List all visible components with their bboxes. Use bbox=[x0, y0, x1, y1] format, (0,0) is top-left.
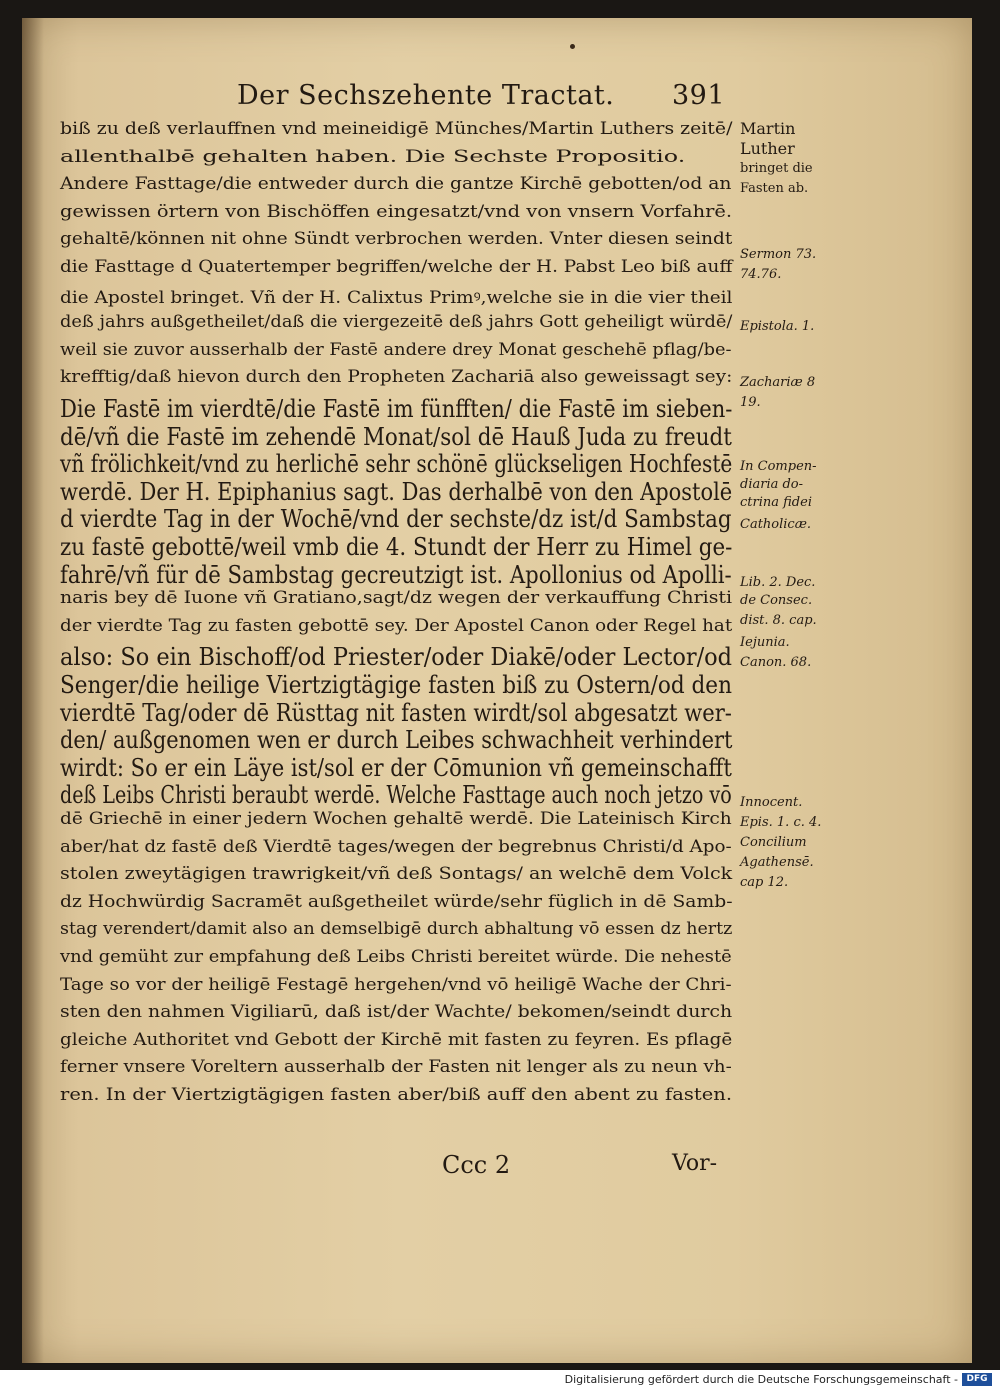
body-line: die Fasttage d Quatertemper begriffen/welche der H. Pabst Leo biß auff bbox=[60, 257, 733, 277]
body-line: vñ frölichkeit/vnd zu herlichē sehr schönē glückseligen Hochfestē bbox=[60, 450, 733, 479]
page-number: 391 bbox=[672, 80, 726, 111]
margin-note: diaria do- bbox=[740, 477, 804, 492]
body-line: weil sie zuvor ausserhalb der Fastē andere drey Monat geschehē pflag/be- bbox=[60, 339, 732, 360]
funding-credit: Digitalisierung gefördert durch die Deutsche Forschungsgemeinschaft - bbox=[564, 1373, 958, 1386]
margin-note: 74.76. bbox=[740, 267, 782, 282]
margin-note: Catholicæ. bbox=[740, 517, 812, 532]
body-line: der vierdte Tag zu fasten gebottē sey. Der Apostel Canon oder Regel hat bbox=[60, 615, 733, 636]
body-line: also: So ein Bischoff/od Priester/oder Diakē/oder Lector/od bbox=[60, 643, 733, 672]
body-line: gehaltē/können nit ohne Sündt verbrochen werden. Vnter diesen seindt bbox=[60, 229, 733, 250]
body-line: deß jahrs außgetheilet/daß die viergezeitē deß jahrs Gott geheiligt würdē/ bbox=[60, 312, 733, 333]
body-line: deß Leibs Christi beraubt werdē. Welche Fasttage auch noch jetzo vō bbox=[60, 781, 732, 810]
signature-mark: Ccc 2 bbox=[442, 1151, 511, 1179]
margin-note: Zachariæ 8 bbox=[740, 375, 816, 390]
body-line: krefftig/daß hievon durch den Propheten Zachariā also geweissagt sey: bbox=[60, 367, 733, 388]
body-line: die Apostel bringet. Vñ der H. Calixtus Primꝰ,welche sie in die vier theil bbox=[60, 287, 733, 308]
body-line: dē Griechē in einer jedern Wochen gehaltē werdē. Die Lateinisch Kirch bbox=[60, 809, 732, 829]
body-line: allenthalbē gehalten haben. Die Sechste Propositio. bbox=[60, 146, 686, 167]
margin-note: de Consec. bbox=[740, 593, 813, 608]
margin-note: 19. bbox=[740, 395, 761, 410]
body-line: wirdt: So er ein Läye ist/sol er der Cōmunion vñ gemeinschafft bbox=[60, 753, 732, 782]
margin-note: bringet die bbox=[740, 161, 813, 176]
book-page bbox=[22, 18, 972, 1363]
body-line: ren. In der Viertzigtägigen fasten aber/biß auff den abent zu fasten. bbox=[60, 1085, 733, 1105]
body-line: biß zu deß verlauffnen vnd meineidigē Münches/Martin Luthers zeitē/ bbox=[60, 119, 733, 139]
ink-speck bbox=[570, 44, 575, 49]
footer-bar bbox=[0, 1370, 1000, 1390]
margin-note: ctrina fidei bbox=[740, 495, 812, 510]
body-line: ferner vnsere Voreltern ausserhalb der Fasten nit lenger als zu neun vh- bbox=[60, 1057, 732, 1078]
margin-note: Concilium bbox=[740, 835, 807, 850]
body-line: vierdtē Tag/oder dē Rüsttag nit fasten wirdt/sol abgesatzt wer- bbox=[60, 698, 732, 727]
margin-note: Innocent. bbox=[740, 795, 803, 810]
body-line: Die Fastē im vierdtē/die Fastē im fünfften/ die Fastē im sieben- bbox=[60, 395, 733, 423]
margin-note: Iejunia. bbox=[740, 635, 790, 650]
body-line: Andere Fasttage/die entweder durch die gantze Kirchē gebotten/od an bbox=[60, 174, 732, 195]
margin-note: Epistola. 1. bbox=[740, 319, 815, 334]
body-line: d vierdte Tag in der Wochē/vnd der sechste/dz ist/d Sambstag bbox=[60, 505, 732, 534]
margin-note: Sermon 73. bbox=[740, 247, 817, 262]
body-line: dē/vñ die Fastē im zehendē Monat/sol dē Hauß Juda zu freudt bbox=[60, 422, 732, 451]
body-line: dz Hochwürdig Sacramēt außgetheilet würde/sehr füglich in dē Samb- bbox=[60, 891, 733, 912]
body-line: gewissen örtern von Bischöffen eingesatzt/vnd von vnsern Vorfahrē. bbox=[60, 201, 733, 222]
margin-note: Agathensē. bbox=[740, 855, 814, 870]
margin-note: In Compen- bbox=[740, 459, 817, 474]
margin-note: Luther bbox=[740, 139, 795, 158]
margin-note: Martin bbox=[740, 119, 796, 138]
catchword: Vor- bbox=[672, 1151, 718, 1176]
running-head-title: Der Sechszehente Tractat. bbox=[237, 80, 615, 111]
margin-note: Fasten ab. bbox=[740, 181, 809, 196]
body-line: Tage so vor der heiligē Festagē hergehen/vnd vō heiligē Wache der Chri- bbox=[60, 974, 732, 995]
spine-shadow bbox=[22, 18, 44, 1363]
body-line: gleiche Authoritet vnd Gebott der Kirchē mit fasten zu feyren. Es pflagē bbox=[60, 1029, 733, 1050]
body-line: Senger/die heilige Viertzigtägige fasten biß zu Ostern/od den bbox=[60, 671, 732, 699]
body-line: werdē. Der H. Epiphanius sagt. Das derhalbē von den Apostolē bbox=[60, 477, 733, 506]
margin-note: Epis. 1. c. 4. bbox=[740, 815, 822, 830]
margin-note: cap 12. bbox=[740, 875, 789, 890]
body-line: stag verendert/damit also an demselbigē durch abhaltung vō essen dz hertz bbox=[60, 919, 733, 940]
body-line: vnd gemüht zur empfahung deß Leibs Christi bereitet würde. Die nehestē bbox=[60, 947, 732, 967]
body-line: den/ außgenomen wen er durch Leibes schwachheit verhindert bbox=[60, 726, 733, 755]
body-line: fahrē/vñ für dē Sambstag gecreutzigt ist. Apollonius od Apolli- bbox=[60, 560, 732, 589]
body-line: stolen zweytägigen trawrigkeit/vñ deß Sontags/ an welchē dem Volck bbox=[60, 864, 733, 885]
body-line: zu fastē gebottē/weil vmb die 4. Stundt der Herr zu Himel ge- bbox=[60, 533, 733, 561]
margin-note: dist. 8. cap. bbox=[740, 613, 817, 628]
margin-note: Lib. 2. Dec. bbox=[740, 575, 816, 590]
body-line: sten den nahmen Vigiliarū, daß ist/der Wachte/ bekomen/seindt durch bbox=[60, 1002, 733, 1023]
body-line: naris bey dē Iuone vñ Gratiano,sagt/dz wegen der verkauffung Christi bbox=[60, 588, 733, 609]
body-line: aber/hat dz fastē deß Vierdtē tages/wegen der begrebnus Christi/d Apo- bbox=[60, 836, 732, 857]
dfg-logo: DFG bbox=[962, 1373, 992, 1386]
margin-note: Canon. 68. bbox=[740, 655, 812, 670]
